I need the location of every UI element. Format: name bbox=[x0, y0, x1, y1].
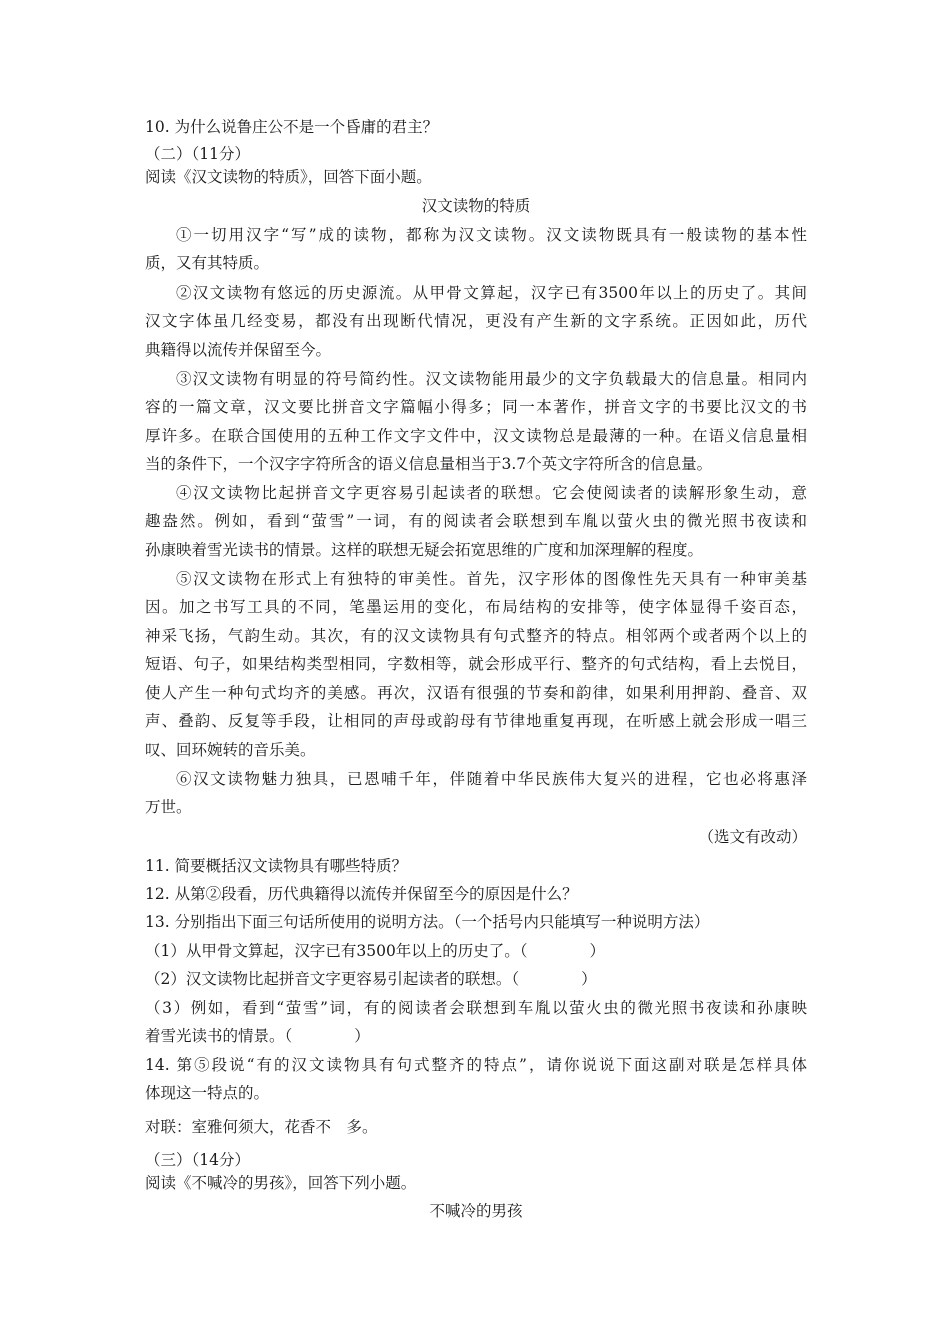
paragraph-3-line: 容的一篇文章，汉文要比拼音文字篇幅小得多；同一本著作，拼音文字的书要比汉文的书 bbox=[145, 398, 807, 416]
section-3-instruction: 阅读《不喊冷的男孩》，回答下列小题。 bbox=[145, 1174, 417, 1192]
paragraph-5-line: 神采飞扬，气韵生动。其次，有的汉文读物具有句式整齐的特点。相邻两个或者两个以上的 bbox=[145, 627, 807, 645]
question-13-item-2: （2）汉文读物比起拼音文字更容易引起读者的联想。（ ） bbox=[145, 970, 597, 988]
paragraph-2-line: 汉文字体虽几经变易，都没有出现断代情况，更没有产生新的文字系统。正因如此，历代 bbox=[145, 312, 807, 330]
paragraph-6-line: 万世。 bbox=[145, 798, 192, 816]
couplet: 对联：室雅何须大，花香不 多。 bbox=[145, 1118, 378, 1136]
paragraph-5-line: 叹、回环婉转的音乐美。 bbox=[145, 741, 316, 759]
question-11: 11. 简要概括汉文读物具有哪些特质？ bbox=[145, 857, 408, 875]
paragraph-3-line: 当的条件下，一个汉字字符所含的语义信息量相当于3.7个英文字符所含的信息量。 bbox=[145, 455, 713, 473]
paragraph-5-line: 使人产生一种句式均齐的美感。再次，汉语有很强的节奏和韵律，如果利用押韵、叠音、双 bbox=[145, 684, 807, 702]
paragraph-5-line: ⑤汉文读物在形式上有独特的审美性。首先，汉字形体的图像性先天具有一种审美基 bbox=[176, 570, 807, 588]
paragraph-4-line: 趣盎然。例如，看到“萤雪”一词，有的阅读者会联想到车胤以萤火虫的微光照书夜读和 bbox=[145, 512, 807, 530]
paragraph-1-line: ①一切用汉字“写”成的读物，都称为汉文读物。汉文读物既具有一般读物的基本性 bbox=[176, 226, 807, 244]
question-14-line: 14. 第⑤段说“有的汉文读物具有句式整齐的特点”，请你说说下面这副对联是怎样具体 bbox=[145, 1056, 807, 1074]
section-3-header: （三）（14分） bbox=[145, 1151, 250, 1169]
question-13-item-3-line: 着雪光读书的情景。（ ） bbox=[145, 1027, 370, 1045]
paragraph-5-line: 声、叠韵、反复等手段，让相同的声母或韵母有节律地重复再现，在听感上就会形成一唱三 bbox=[145, 712, 807, 730]
question-10: 10. 为什么说鲁庄公不是一个昏庸的君主？ bbox=[145, 118, 439, 136]
story-title: 不喊冷的男孩 bbox=[429, 1202, 523, 1220]
question-12: 12. 从第②段看，历代典籍得以流传并保留至今的原因是什么？ bbox=[145, 885, 578, 903]
question-13-item-1: （1）从甲骨文算起，汉字已有3500年以上的历史了。（ ） bbox=[145, 942, 606, 960]
paragraph-2-line: ②汉文读物有悠远的历史源流。从甲骨文算起，汉字已有3500年以上的历史了。其间 bbox=[176, 284, 807, 302]
question-13-item-3-line: （3）例如，看到“萤雪”词，有的阅读者会联想到车胤以萤火虫的微光照书夜读和孙康映 bbox=[145, 999, 807, 1017]
paragraph-3-line: 厚许多。在联合国使用的五种工作文字文件中，汉文读物总是最薄的一种。在语义信息量相 bbox=[145, 427, 807, 445]
paragraph-3-line: ③汉文读物有明显的符号简约性。汉文读物能用最少的文字负载最大的信息量。相同内 bbox=[176, 370, 807, 388]
paragraph-1-line: 质，又有其特质。 bbox=[145, 254, 270, 272]
question-13: 13. 分别指出下面三句话所使用的说明方法。（一个括号内只能填写一种说明方法） bbox=[145, 913, 710, 931]
section-2-instruction: 阅读《汉文读物的特质》，回答下面小题。 bbox=[145, 168, 432, 186]
paragraph-2-line: 典籍得以流传并保留至今。 bbox=[145, 341, 332, 359]
question-14-line: 体现这一特点的。 bbox=[145, 1084, 270, 1102]
paragraph-4-line: 孙康映着雪光读书的情景。这样的联想无疑会拓宽思维的广度和加深理解的程度。 bbox=[145, 541, 704, 559]
section-2-header: （二）（11分） bbox=[145, 145, 250, 163]
paragraph-4-line: ④汉文读物比起拼音文字更容易引起读者的联想。它会使阅读者的读解形象生动，意 bbox=[176, 484, 807, 502]
article-title: 汉文读物的特质 bbox=[421, 197, 531, 215]
paragraph-5-line: 因。加之书写工具的不同，笔墨运用的变化，布局结构的安排等，使字体显得千姿百态， bbox=[145, 598, 807, 616]
source-note: （选文有改动） bbox=[698, 828, 807, 846]
paragraph-5-line: 短语、句子，如果结构类型相同，字数相等，就会形成平行、整齐的句式结构，看上去悦目， bbox=[145, 655, 807, 673]
paragraph-6-line: ⑥汉文读物魅力独具，已恩哺千年，伴随着中华民族伟大复兴的进程，它也必将惠泽 bbox=[176, 770, 807, 788]
